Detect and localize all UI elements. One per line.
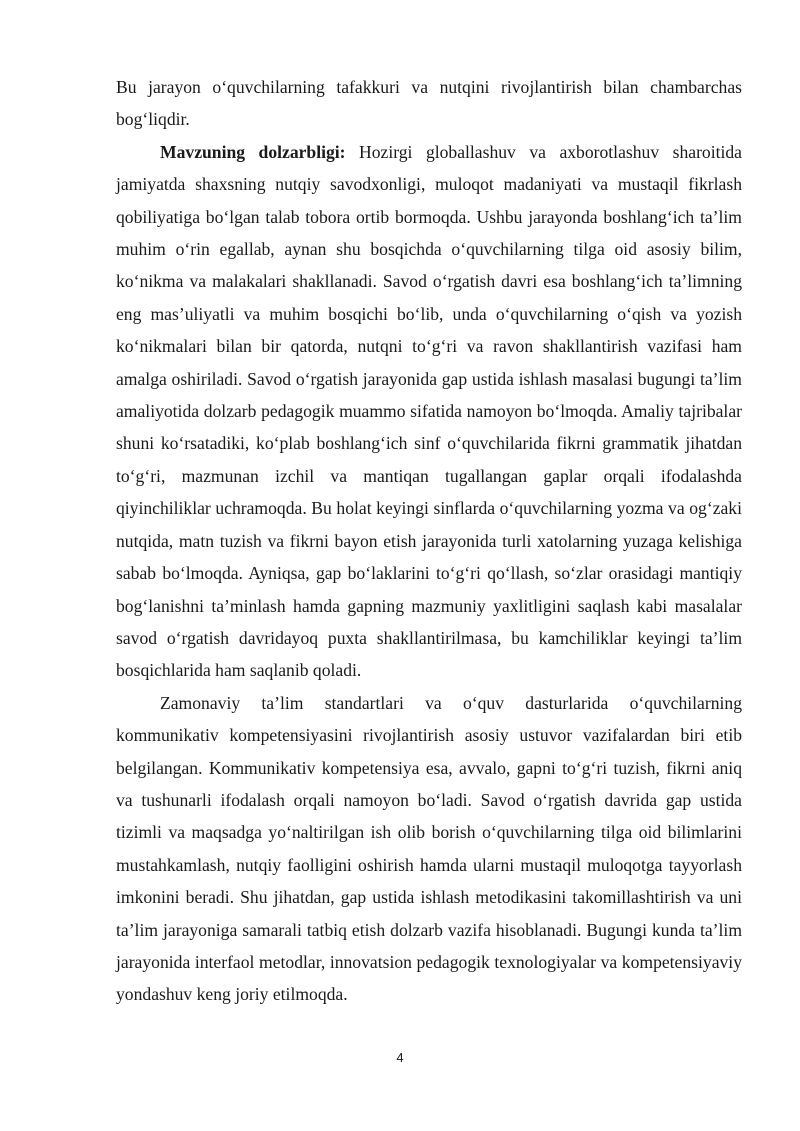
page-number: 4 <box>396 1050 404 1065</box>
document-body <box>116 71 742 1011</box>
relevance-heading: Mavzuning dolzarbligi: <box>160 141 346 162</box>
standards-paragraph: Zamonaviy ta’lim standartlari va o‘quv dasturlarida o‘quvchilarning kommunikativ kompetensiyasini rivojlantirish asosiy ustuvor vazifalardan biri etib belgilangan. Kommunikativ kompetensiya esa, avvalo, gapni to‘g‘ri tuzish, fikrni aniq va tushunarli ifodalash orqali namoyon bo‘ladi. Savod o‘rgatish davrida gap ustida tizimli va maqsadga yo‘naltirilgan ish olib borish o‘quvchilarning tilga oid bilimlarini mustahkamlash, nutqiy faolligini oshirish hamda ularni mustaqil muloqotga tayyorlash imkonini beradi. Shu jihatdan, gap ustida ishlash metodikasini takomillashtirish va uni ta’lim jarayoniga samarali tatbiq etish dolzarb vazifa hisoblanadi. Bugungi kunda ta’lim jarayonida interfaol metodlar, innovatsion pedagogik texnologiyalar va kompetensiyaviy yondashuv keng joriy etilmoqda. <box>116 692 742 1005</box>
relevance-body: Hozirgi globallashuv va axborotlashuv sharoitida jamiyatda shaxsning nutqiy savodxonligi, muloqot madaniyati va mustaqil fikrlash qobiliyatiga bo‘lgan talab tobora ortib bormoqda. Ushbu jarayonda boshlang‘ich ta’lim muhim o‘rin egallab, aynan shu bosqichda o‘quvchilarning tilga oid asosiy bilim, ko‘nikma va malakalari shakllanadi. Savod o‘rgatish davri esa boshlang‘ich ta’limning eng mas’uliyatli va muhim bosqichi bo‘lib, unda o‘quvchilarning o‘qish va yozish ko‘nikmalari bilan bir qatorda, nutqni to‘g‘ri va ravon shakllantirish vazifasi ham amalga oshiriladi. Savod o‘rgatish jarayonida gap ustida ishlash masalasi bugungi ta’lim amaliyotida dolzarb pedagogik muammo sifatida namoyon bo‘lmoqda. Amaliy tajribalar shuni ko‘rsatadiki, ko‘plab boshlang‘ich sinf o‘quvchilarida fikrni grammatik jihatdan to‘g‘ri, mazmunan izchil va mantiqan tugallangan gaplar orqali ifodalashda qiyinchiliklar uchramoqda. Bu holat keyingi sinflarda o‘quvchilarning yozma va og‘zaki nutqida, matn tuzish va fikrni bayon etish jarayonida turli xatolarning yuzaga kelishiga sabab bo‘lmoqda. Ayniqsa, gap bo‘laklarini to‘g‘ri qo‘llash, so‘zlar orasidagi mantiqiy bog‘lanishni ta’minlash hamda gapning mazmuniy yaxlitligini saqlash kabi masalalar savod o‘rgatish davridayoq puxta shakllantirilmasa, bu kamchiliklar keyingi ta’lim bosqichlarida ham saqlanib qoladi. <box>116 141 742 681</box>
paragraph-continuation: Bu jarayon o‘quvchilarning tafakkuri va nutqini rivojlantirish bilan chambarchas bog‘liqdir. <box>116 77 742 130</box>
relevance-paragraph <box>116 136 742 687</box>
